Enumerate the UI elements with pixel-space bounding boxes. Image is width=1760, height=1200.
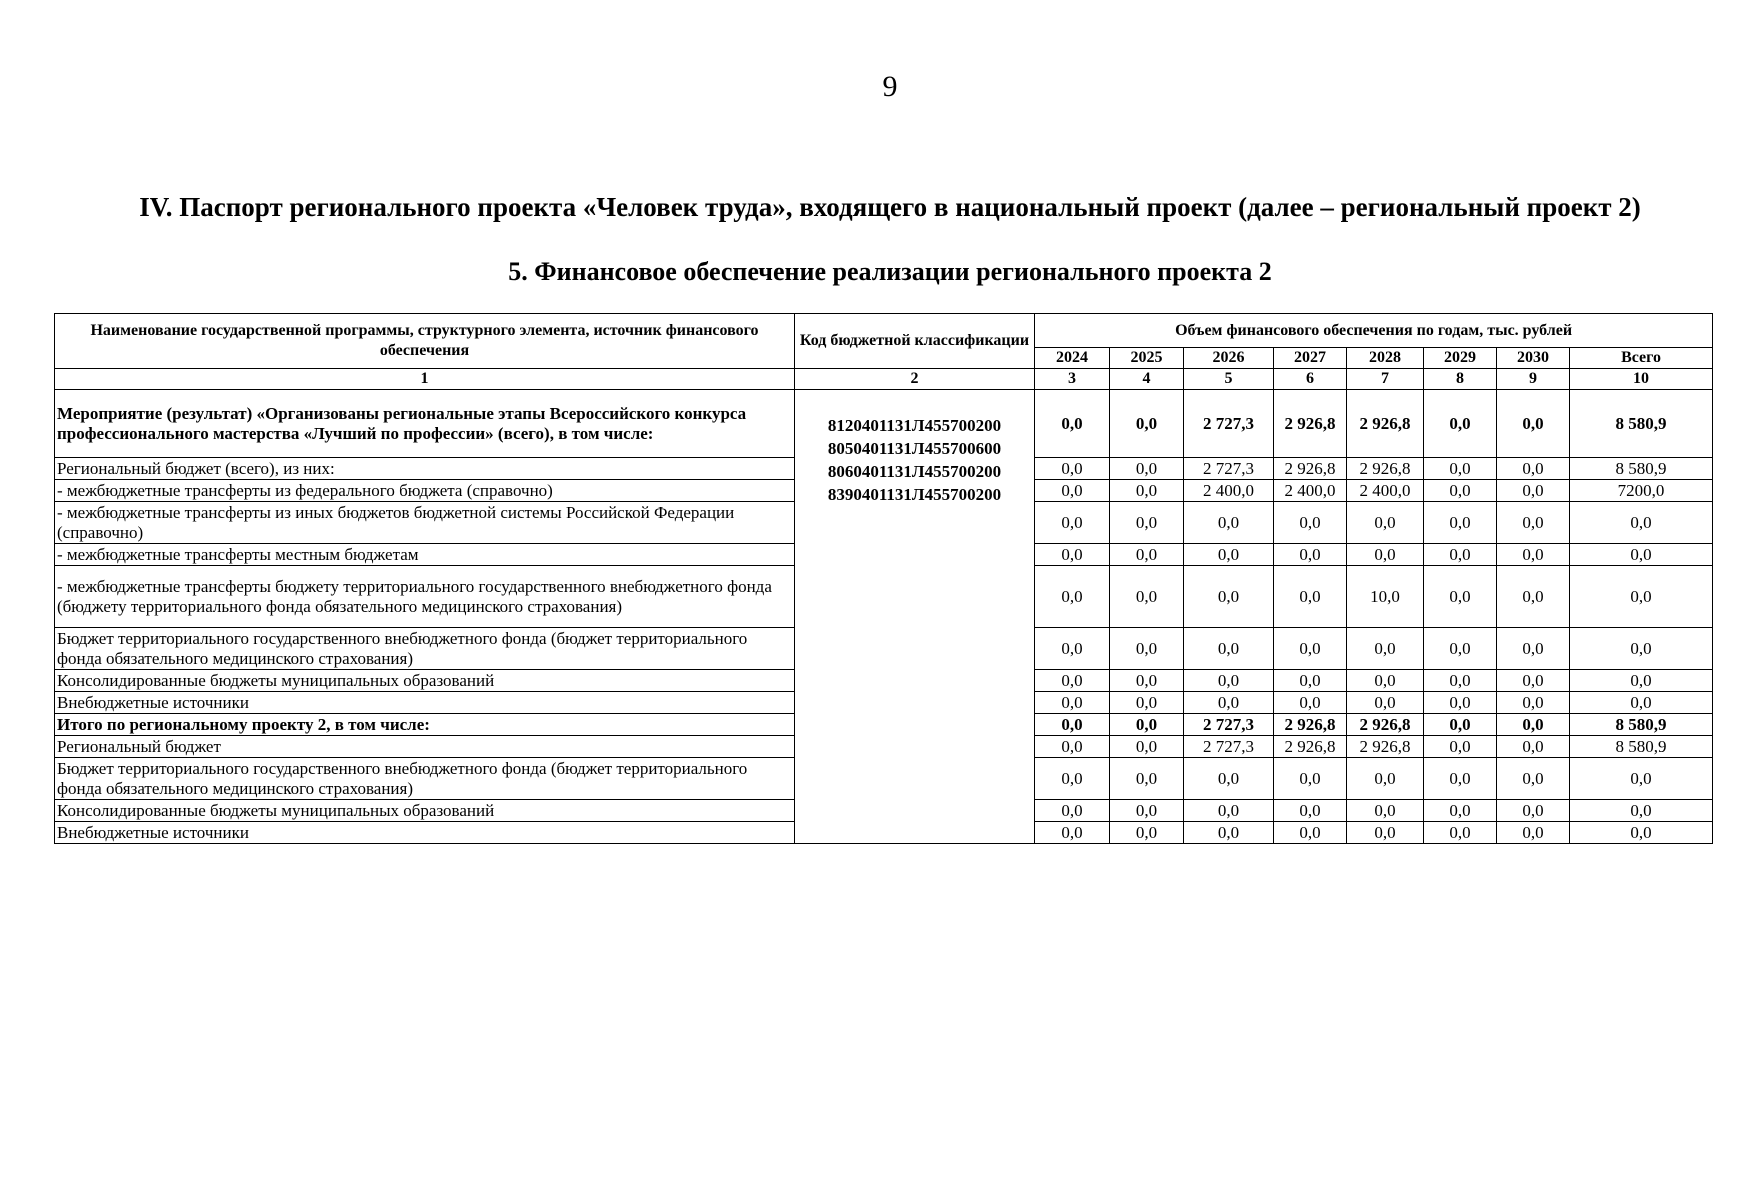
subsection-title: 5. Финансовое обеспечение реализации регионального проекта 2 <box>508 257 1272 286</box>
year-value: 0,0 <box>1497 628 1570 670</box>
year-value: 0,0 <box>1035 544 1110 566</box>
row-name: - межбюджетные трансферты из иных бюджетов бюджетной системы Российской Федерации (справочно) <box>55 502 795 544</box>
row-name: Консолидированные бюджеты муниципальных образований <box>55 800 795 822</box>
row-name: - межбюджетные трансферты бюджету территориального государственного внебюджетного фонда (бюджету территориального фонда обязательного медицинского страхования) <box>55 566 795 628</box>
year-value: 0,0 <box>1424 544 1497 566</box>
year-value: 0,0 <box>1110 502 1184 544</box>
header-volume-col: Объем финансового обеспечения по годам, тыс. рублей <box>1035 314 1713 348</box>
total-value: 8 580,9 <box>1570 736 1713 758</box>
year-value: 0,0 <box>1497 822 1570 844</box>
total-value: 8 580,9 <box>1570 390 1713 458</box>
year-value: 0,0 <box>1184 822 1274 844</box>
col-number: 4 <box>1110 369 1184 390</box>
year-value: 2 926,8 <box>1347 714 1424 736</box>
year-value: 0,0 <box>1110 544 1184 566</box>
year-value: 0,0 <box>1424 670 1497 692</box>
year-value: 2 400,0 <box>1347 480 1424 502</box>
budget-code: 8050401131Л455700600 <box>827 439 1002 458</box>
col-number: 3 <box>1035 369 1110 390</box>
header-code-col: Код бюджетной классификации <box>795 314 1035 369</box>
year-value: 0,0 <box>1347 628 1424 670</box>
year-value: 0,0 <box>1347 822 1424 844</box>
row-name: Консолидированные бюджеты муниципальных образований <box>55 670 795 692</box>
year-value: 0,0 <box>1497 458 1570 480</box>
year-value: 0,0 <box>1497 800 1570 822</box>
year-value: 2 400,0 <box>1184 480 1274 502</box>
year-value: 0,0 <box>1497 544 1570 566</box>
col-number: 2 <box>795 369 1035 390</box>
year-value: 2 727,3 <box>1184 390 1274 458</box>
year-value: 0,0 <box>1424 736 1497 758</box>
year-value: 0,0 <box>1035 480 1110 502</box>
col-number: 1 <box>55 369 795 390</box>
year-value: 2 926,8 <box>1274 714 1347 736</box>
page-number: 9 <box>882 70 898 103</box>
year-value: 0,0 <box>1110 692 1184 714</box>
year-value: 0,0 <box>1035 822 1110 844</box>
year-value: 0,0 <box>1497 502 1570 544</box>
year-value: 0,0 <box>1110 566 1184 628</box>
year-value: 2 727,3 <box>1184 736 1274 758</box>
col-number: 7 <box>1347 369 1424 390</box>
year-value: 0,0 <box>1424 628 1497 670</box>
year-value: 2 926,8 <box>1274 458 1347 480</box>
total-value: 0,0 <box>1570 502 1713 544</box>
budget-codes-cell <box>795 390 1035 844</box>
year-value: 0,0 <box>1347 502 1424 544</box>
row-name: Мероприятие (результат) «Организованы региональные этапы Всероссийского конкурса профессионального мастерства «Лучший по профессии» (всего), в том числе: <box>55 390 795 458</box>
year-value: 0,0 <box>1347 544 1424 566</box>
year-value: 0,0 <box>1110 480 1184 502</box>
total-value: 0,0 <box>1570 566 1713 628</box>
header-total: Всего <box>1570 348 1713 369</box>
budget-code: 8060401131Л455700200 <box>827 462 1002 481</box>
year-value: 0,0 <box>1035 714 1110 736</box>
year-value: 0,0 <box>1274 758 1347 800</box>
year-value: 2 727,3 <box>1184 714 1274 736</box>
financing-table <box>54 313 1713 844</box>
year-value: 0,0 <box>1110 458 1184 480</box>
year-value: 2 727,3 <box>1184 458 1274 480</box>
year-value: 0,0 <box>1035 390 1110 458</box>
budget-code: 8120401131Л455700200 <box>827 416 1002 435</box>
year-value: 2 400,0 <box>1274 480 1347 502</box>
year-value: 0,0 <box>1497 736 1570 758</box>
year-value: 0,0 <box>1347 800 1424 822</box>
year-value: 0,0 <box>1424 502 1497 544</box>
year-value: 0,0 <box>1035 628 1110 670</box>
year-value: 0,0 <box>1347 692 1424 714</box>
year-value: 0,0 <box>1184 566 1274 628</box>
year-value: 0,0 <box>1184 502 1274 544</box>
table-row <box>55 390 1713 458</box>
year-value: 0,0 <box>1110 822 1184 844</box>
year-value: 2 926,8 <box>1274 736 1347 758</box>
year-value: 0,0 <box>1110 758 1184 800</box>
row-name: Итого по региональному проекту 2, в том числе: <box>55 714 795 736</box>
col-number: 10 <box>1570 369 1713 390</box>
header-year: 2029 <box>1424 348 1497 369</box>
row-name: - межбюджетные трансферты из федерального бюджета (справочно) <box>55 480 795 502</box>
row-name: - межбюджетные трансферты местным бюджетам <box>55 544 795 566</box>
header-year: 2027 <box>1274 348 1347 369</box>
year-value: 0,0 <box>1110 800 1184 822</box>
year-value: 0,0 <box>1424 714 1497 736</box>
year-value: 0,0 <box>1497 566 1570 628</box>
year-value: 0,0 <box>1184 758 1274 800</box>
total-value: 0,0 <box>1570 544 1713 566</box>
year-value: 0,0 <box>1497 758 1570 800</box>
year-value: 0,0 <box>1110 714 1184 736</box>
year-value: 0,0 <box>1274 822 1347 844</box>
total-value: 7200,0 <box>1570 480 1713 502</box>
year-value: 0,0 <box>1274 628 1347 670</box>
row-name: Внебюджетные источники <box>55 822 795 844</box>
year-value: 0,0 <box>1347 758 1424 800</box>
year-value: 0,0 <box>1184 692 1274 714</box>
year-value: 0,0 <box>1035 502 1110 544</box>
header-name-col: Наименование государственной программы, структурного элемента, источник финансового обеспечения <box>55 314 795 369</box>
year-value: 10,0 <box>1347 566 1424 628</box>
header-year: 2024 <box>1035 348 1110 369</box>
year-value: 0,0 <box>1347 670 1424 692</box>
year-value: 0,0 <box>1424 822 1497 844</box>
year-value: 0,0 <box>1497 480 1570 502</box>
year-value: 0,0 <box>1110 390 1184 458</box>
col-number: 6 <box>1274 369 1347 390</box>
year-value: 0,0 <box>1035 458 1110 480</box>
year-value: 0,0 <box>1424 390 1497 458</box>
header-year: 2030 <box>1497 348 1570 369</box>
col-number: 9 <box>1497 369 1570 390</box>
year-value: 0,0 <box>1424 758 1497 800</box>
year-value: 0,0 <box>1424 480 1497 502</box>
year-value: 0,0 <box>1424 458 1497 480</box>
budget-code: 8390401131Л455700200 <box>827 485 1002 504</box>
year-value: 0,0 <box>1424 800 1497 822</box>
total-value: 0,0 <box>1570 758 1713 800</box>
year-value: 0,0 <box>1035 800 1110 822</box>
total-value: 0,0 <box>1570 800 1713 822</box>
year-value: 0,0 <box>1274 692 1347 714</box>
year-value: 0,0 <box>1035 566 1110 628</box>
header-row-1 <box>55 314 1713 348</box>
total-value: 8 580,9 <box>1570 458 1713 480</box>
year-value: 2 926,8 <box>1274 390 1347 458</box>
total-value: 0,0 <box>1570 822 1713 844</box>
row-name: Бюджет территориального государственного внебюджетного фонда (бюджет территориального фонда обязательного медицинского страхования) <box>55 758 795 800</box>
year-value: 0,0 <box>1035 670 1110 692</box>
total-value: 0,0 <box>1570 670 1713 692</box>
header-year: 2025 <box>1110 348 1184 369</box>
year-value: 0,0 <box>1110 670 1184 692</box>
header-year: 2026 <box>1184 348 1274 369</box>
year-value: 0,0 <box>1274 800 1347 822</box>
year-value: 0,0 <box>1035 736 1110 758</box>
year-value: 2 926,8 <box>1347 736 1424 758</box>
year-value: 0,0 <box>1184 800 1274 822</box>
total-value: 0,0 <box>1570 692 1713 714</box>
total-value: 8 580,9 <box>1570 714 1713 736</box>
year-value: 0,0 <box>1274 670 1347 692</box>
year-value: 0,0 <box>1184 544 1274 566</box>
total-value: 0,0 <box>1570 628 1713 670</box>
row-name: Региональный бюджет <box>55 736 795 758</box>
year-value: 0,0 <box>1424 692 1497 714</box>
row-name: Внебюджетные источники <box>55 692 795 714</box>
col-number: 5 <box>1184 369 1274 390</box>
year-value: 2 926,8 <box>1347 390 1424 458</box>
header-year: 2028 <box>1347 348 1424 369</box>
section-title: IV. Паспорт регионального проекта «Человек труда», входящего в национальный проект (далее – региональный проект 2) <box>139 192 1641 222</box>
row-name: Бюджет территориального государственного внебюджетного фонда (бюджет территориального фонда обязательного медицинского страхования) <box>55 628 795 670</box>
col-number: 8 <box>1424 369 1497 390</box>
year-value: 0,0 <box>1110 736 1184 758</box>
year-value: 0,0 <box>1497 670 1570 692</box>
year-value: 0,0 <box>1497 390 1570 458</box>
year-value: 0,0 <box>1274 566 1347 628</box>
year-value: 2 926,8 <box>1347 458 1424 480</box>
row-name: Региональный бюджет (всего), из них: <box>55 458 795 480</box>
header-row-numbers <box>55 369 1713 390</box>
year-value: 0,0 <box>1274 544 1347 566</box>
year-value: 0,0 <box>1035 692 1110 714</box>
year-value: 0,0 <box>1110 628 1184 670</box>
year-value: 0,0 <box>1497 714 1570 736</box>
year-value: 0,0 <box>1497 692 1570 714</box>
year-value: 0,0 <box>1274 502 1347 544</box>
year-value: 0,0 <box>1424 566 1497 628</box>
year-value: 0,0 <box>1184 628 1274 670</box>
year-value: 0,0 <box>1035 758 1110 800</box>
year-value: 0,0 <box>1184 670 1274 692</box>
